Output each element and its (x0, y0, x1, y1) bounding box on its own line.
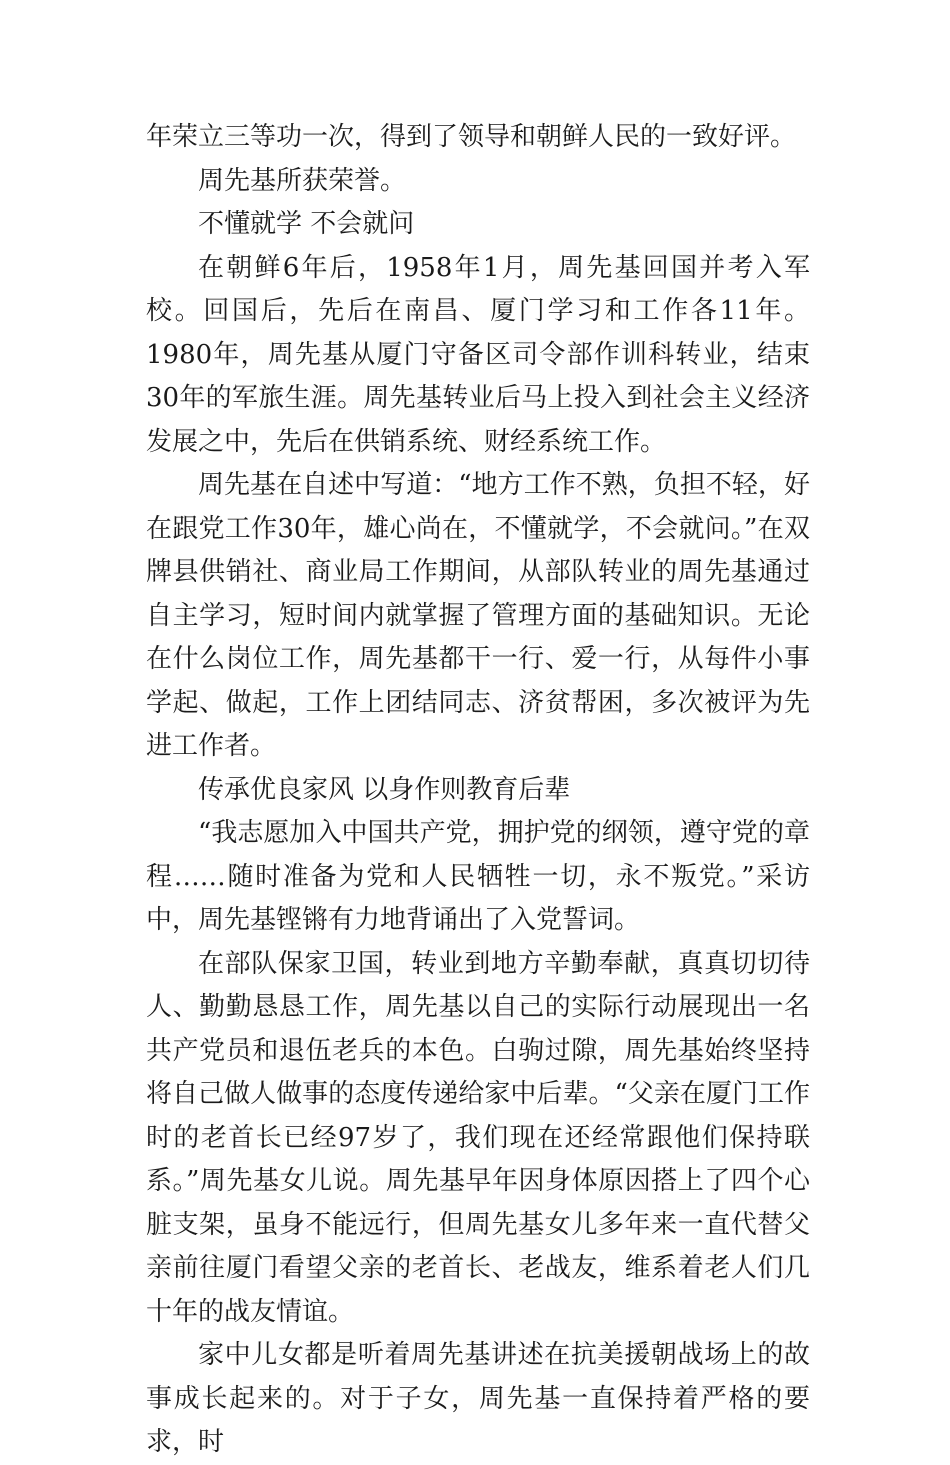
paragraph-self-account: 周先基在自述中写道：“地方工作不熟，负担不轻，好在跟党工作30年，雄心尚在，不懂就学，不会就问。”在双牌县供销社、商业局工作期间，从部队转业的周先基通过自主学习，短时间内就掌握了管理方面的基础知识。无论在什么岗位工作，周先基都干一行、爱一行，从每件小事学起、做起，工作上团结同志、济贫帮困，多次被评为先进工作者。 (146, 470, 810, 761)
document-body (146, 116, 810, 1465)
section-heading-learning: 不懂就学 不会就问 (198, 209, 415, 239)
paragraph-return-home: 在朝鲜6年后，1958年1月，周先基回国并考入军校。回国后，先后在南昌、厦门学习和工作各11年。1980年，周先基从厦门守备区司令部作训科转业，结束30年的军旅生涯。周先基转业后马上投入到社会主义经济发展之中，先后在供销系统、财经系统工作。 (146, 252, 810, 457)
paragraph-continuation: 年荣立三等功一次，得到了领导和朝鲜人民的一致好评。 (146, 122, 797, 152)
paragraph-veteran-character: 在部队保家卫国，转业到地方辛勤奉献，真真切切待人、勤勤恳恳工作，周先基以自己的实际行动展现出一名共产党员和退伍老兵的本色。白驹过隙，周先基始终坚持将自己做人做事的态度传递给家中后辈。“父亲在厦门工作时的老首长已经97岁了，我们现在还经常跟他们保持联系。”周先基女儿说。周先基早年因身体原因搭上了四个心脏支架，虽身不能远行，但周先基女儿多年来一直代替父亲前往厦门看望父亲的老首长、老战友，维系着老人们几十年的战友情谊。 (146, 948, 810, 1327)
paragraph-party-oath: “我志愿加入中国共产党，拥护党的纲领，遵守党的章程……随时准备为党和人民牺牲一切，永不叛党。”采访中，周先基铿锵有力地背诵出了入党誓词。 (146, 818, 810, 935)
section-heading-family-tradition: 传承优良家风 以身作则教育后辈 (198, 774, 571, 805)
paragraph-children: 家中儿女都是听着周先基讲述在抗美援朝战场上的故事成长起来的。对于子女，周先基一直保持着严格的要求，时 (146, 1340, 810, 1457)
paragraph-honors: 周先基所获荣誉。 (198, 165, 407, 196)
